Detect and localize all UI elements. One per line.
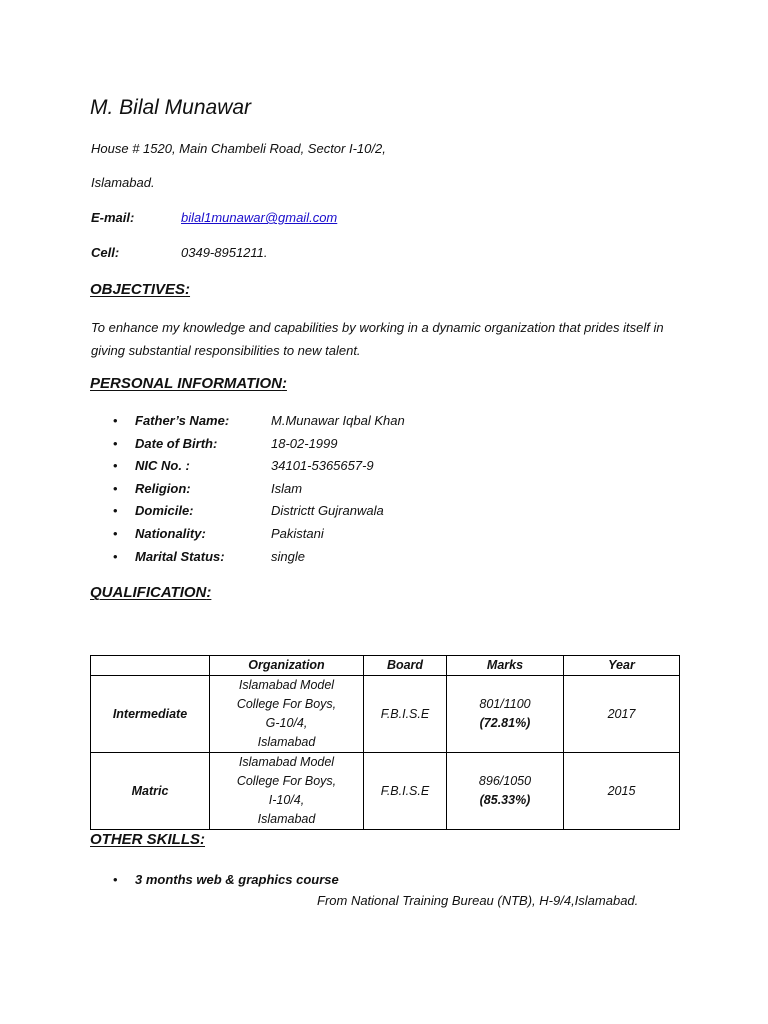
candidate-name: M. Bilal Munawar bbox=[90, 96, 252, 119]
marks-cell: 896/1050 (85.33%) bbox=[447, 753, 564, 830]
header-cell: Organization bbox=[210, 656, 364, 676]
personal-info-heading: PERSONAL INFORMATION: bbox=[90, 375, 287, 392]
header-cell: Board bbox=[364, 656, 447, 676]
header-cell: Year bbox=[564, 656, 680, 676]
qualification-table bbox=[90, 655, 680, 830]
bullet-icon: • bbox=[113, 526, 118, 541]
bullet-icon: • bbox=[113, 413, 118, 428]
skill-source: From National Training Bureau (NTB), H-9/4,Islamabad. bbox=[317, 893, 639, 908]
marks-cell: 801/1100 (72.81%) bbox=[447, 676, 564, 753]
address-line-1: House # 1520, Main Chambeli Road, Sector I-10/2, bbox=[91, 141, 386, 156]
bullet-icon: • bbox=[113, 436, 118, 451]
bullet-icon: • bbox=[113, 872, 118, 887]
cell-value: 0349-8951211. bbox=[181, 245, 268, 260]
bullet-icon: • bbox=[113, 458, 118, 473]
address-line-2: Islamabad. bbox=[91, 175, 155, 190]
header-cell: Marks bbox=[447, 656, 564, 676]
header-cell bbox=[91, 656, 210, 676]
other-skills-heading: OTHER SKILLS: bbox=[90, 831, 206, 848]
email-label: E-mail: bbox=[91, 210, 135, 225]
table-row bbox=[91, 676, 680, 753]
organization-cell: Islamabad Model College For Boys, G-10/4, Islamabad bbox=[210, 676, 364, 753]
bullet-icon: • bbox=[113, 549, 118, 564]
objectives-heading: OBJECTIVES: bbox=[90, 281, 191, 298]
level-cell: Intermediate bbox=[91, 676, 210, 753]
board-cell: F.B.I.S.E bbox=[364, 753, 447, 830]
objectives-text: To enhance my knowledge and capabilities by working in a dynamic organization that prides itself in giving substantial responsibilities to new talent. bbox=[91, 320, 664, 358]
organization-cell: Islamabad Model College For Boys, I-10/4, Islamabad bbox=[210, 753, 364, 830]
year-cell: 2017 bbox=[564, 676, 680, 753]
cell-label: Cell: bbox=[91, 245, 120, 260]
level-cell: Matric bbox=[91, 753, 210, 830]
bullet-icon: • bbox=[113, 481, 118, 496]
year-cell: 2015 bbox=[564, 753, 680, 830]
table-row bbox=[91, 753, 680, 830]
table-header-row bbox=[91, 656, 680, 676]
bullet-icon: • bbox=[113, 503, 118, 518]
email-link[interactable]: bilal1munawar@gmail.com bbox=[181, 210, 338, 225]
qualification-heading: QUALIFICATION: bbox=[90, 584, 212, 601]
board-cell: F.B.I.S.E bbox=[364, 676, 447, 753]
